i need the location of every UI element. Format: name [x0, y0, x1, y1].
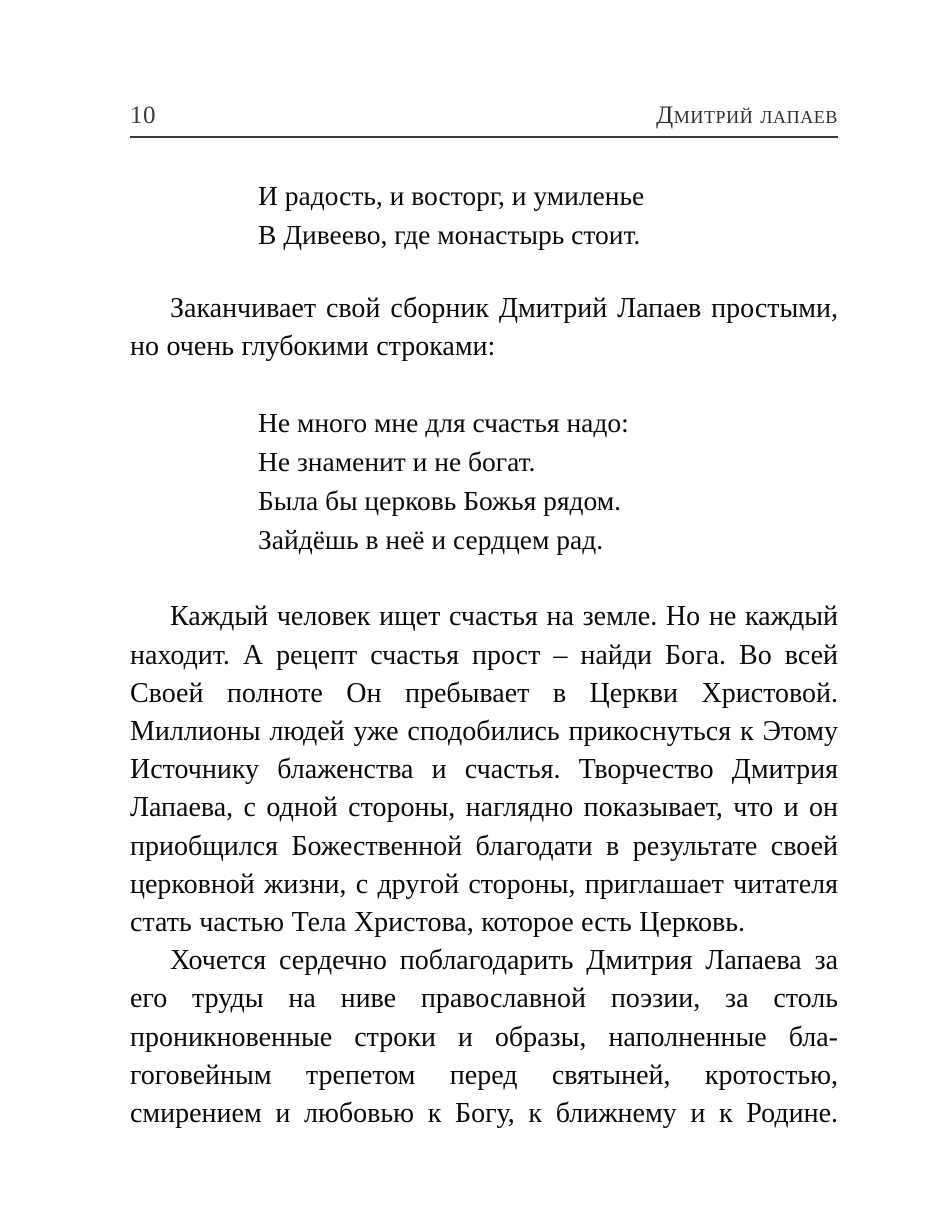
verse-line: И радость, и восторг, и умиленье — [258, 180, 645, 211]
page-number: 10 — [130, 102, 156, 129]
running-head — [130, 84, 838, 138]
verse-block-second — [258, 403, 838, 559]
paragraph-closing: Хочется сердечно поблагодарить Дмитрия Лапаева за его труды на ниве православной поэзии, за столь проникновенные строки и образы, наполненные благоговейным трепетом перед святыней, кротостью, смирением и любовью к Богу, к ближнему и к Родине. — [130, 945, 838, 1130]
verse-line: Была бы церковь Божья рядом. — [258, 485, 622, 517]
verse-line: Не много мне для счастья надо: — [258, 407, 629, 439]
paragraph-body: Каждый человек ищет счастья на земле. Но не каждый находит. А рецепт счастья прост – найди Бога. Во всей Своей полноте Он пребывает в Церкви Христовой. Миллионы людей уже сподобились прикоснуться к Этому Источнику блаженства и счастья. Творчество Дмитрия Лапаева, с одной стороны, наглядно показывает, что и он приобщился Божественной благодати в результате своей церковной жизни, с другой стороны, приглашает читателя стать частью Тела Христова, которое есть Церковь. — [130, 601, 838, 939]
running-head-author: дмитрий лапаев — [656, 102, 838, 129]
page-content — [130, 0, 838, 1133]
paragraph-intro: Заканчивает свой сборник Дмитрий Лапаев простыми, но очень глубокими строками: — [130, 293, 838, 363]
verse-line: Не знаменит и не богат. — [258, 446, 536, 478]
verse-line: Зайдёшь в неё и сердцем рад. — [258, 524, 604, 556]
verse-line: В Дивеево, где монастырь стоит. — [258, 219, 641, 250]
verse-block-first — [258, 176, 838, 254]
